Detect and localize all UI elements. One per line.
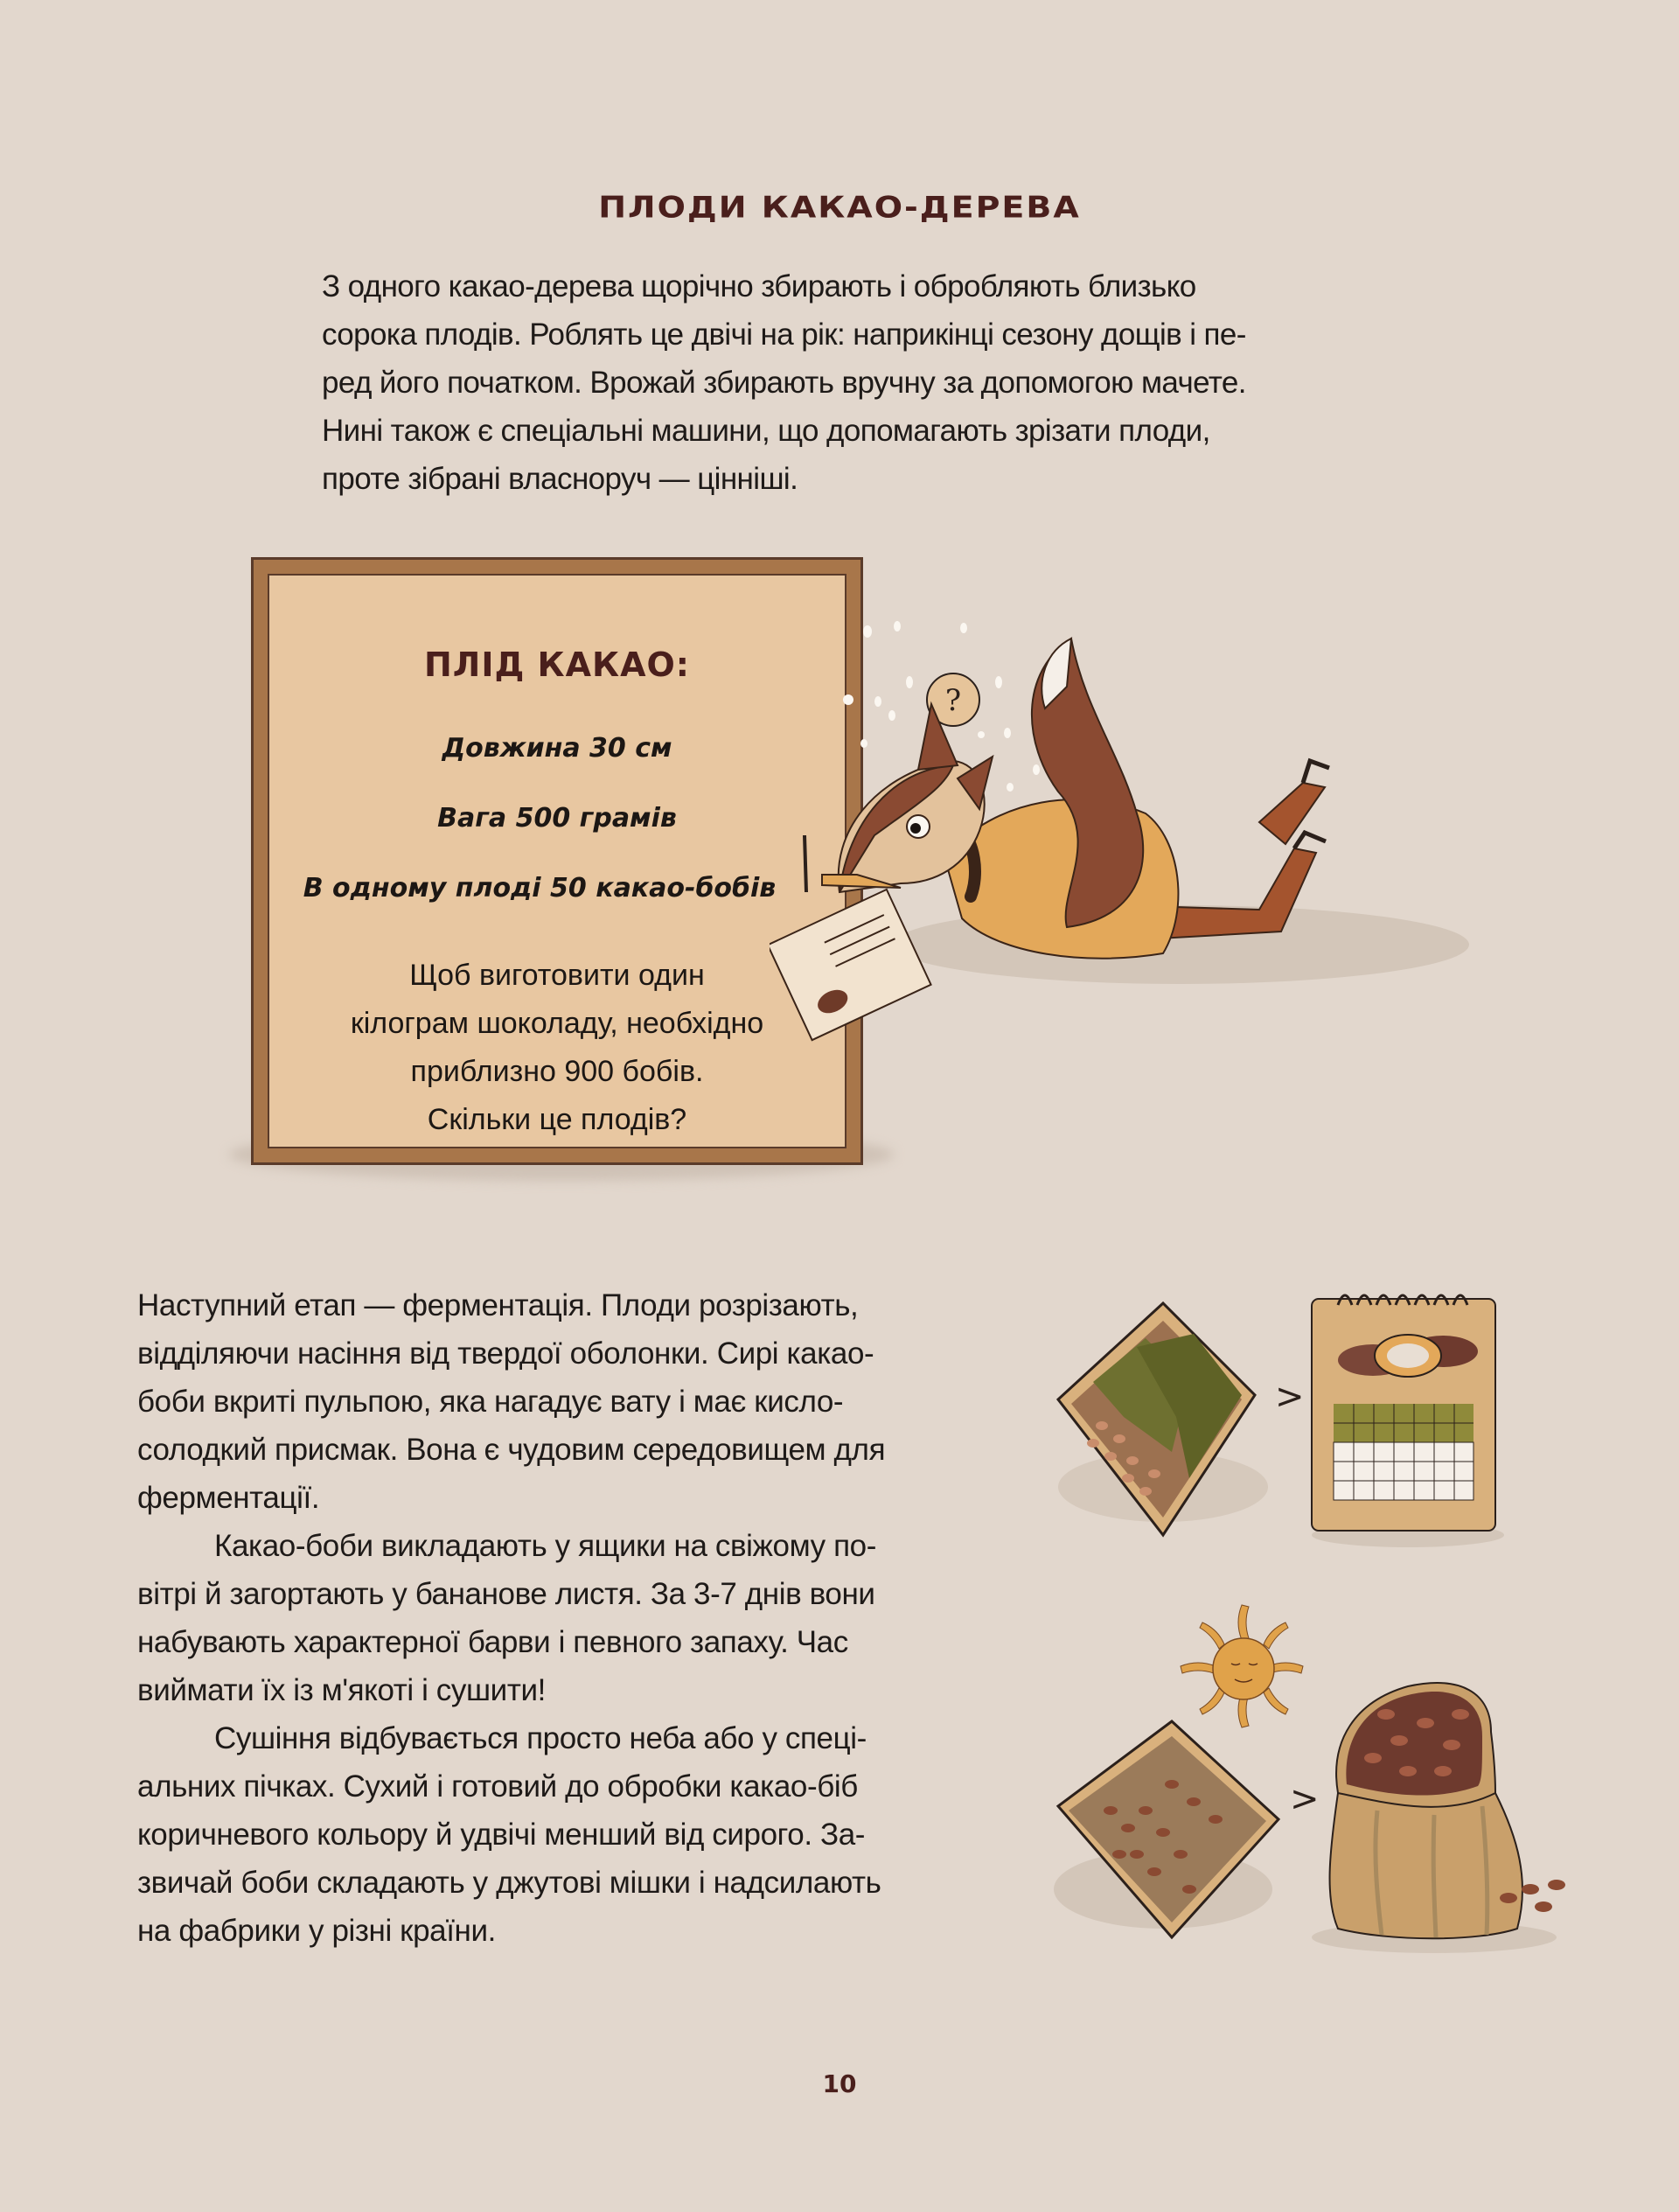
drying-illustration bbox=[1041, 1592, 1583, 1959]
body-text bbox=[137, 1281, 1003, 1955]
intro-paragraph bbox=[322, 262, 1371, 503]
page-number: 10 bbox=[822, 2069, 857, 2098]
box-with-banana-leaves-icon bbox=[1058, 1303, 1268, 1535]
question-line: Щоб виготовити один bbox=[409, 959, 705, 992]
question-mark: ? bbox=[944, 683, 962, 718]
body-line: солодкий присмак. Вона є чудовим середовищем для bbox=[137, 1433, 886, 1467]
body-line: ферментації. bbox=[137, 1481, 320, 1515]
body-line: коричневого кольору й удвічі менший від сирого. За- bbox=[137, 1818, 866, 1852]
fact-length: Довжина 30 см bbox=[442, 733, 672, 764]
fox-writing-icon bbox=[770, 604, 1557, 1093]
page-title: ПЛОДИ КАКАО-ДЕРЕВА bbox=[598, 190, 1081, 226]
body-line: виймати їх із м'якоті і сушити! bbox=[137, 1673, 546, 1707]
body-line: Наступний етап — ферментація. Плоди розрізають, bbox=[137, 1288, 859, 1322]
jute-sack-icon bbox=[1312, 1683, 1565, 1953]
body-line: Какао-боби викладають у ящики на свіжому по- bbox=[214, 1529, 876, 1563]
arrow-right-icon: > bbox=[1275, 1377, 1305, 1417]
body-line: Сушіння відбувається просто неба або у спеці- bbox=[214, 1721, 867, 1755]
intro-line: сорока плодів. Роблять це двічі на рік: наприкінці сезону дощів і пе- bbox=[322, 317, 1246, 352]
fermentation-illustration bbox=[1041, 1233, 1530, 1548]
question-line: кілограм шоколаду, необхідно bbox=[350, 1007, 764, 1040]
arrow-right-icon: > bbox=[1290, 1779, 1320, 1819]
body-line: на фабрики у різні країни. bbox=[137, 1914, 496, 1948]
fact-beans: В одному плоді 50 какао-бобів bbox=[303, 873, 777, 904]
fact-weight: Вага 500 грамів bbox=[437, 803, 677, 834]
intro-line: ред його початком. Врожай збирають вручну за допомогою мачете. bbox=[322, 366, 1246, 400]
body-line: альних пічках. Сухий і готовий до обробки какао-біб bbox=[137, 1769, 858, 1804]
body-line: вітрі й загортають у бананове листя. За 3-7 днів вони bbox=[137, 1577, 875, 1611]
question-line: приблизно 900 бобів. bbox=[410, 1055, 704, 1088]
body-line: боби вкриті пульпою, яка нагадує вату і має кисло- bbox=[137, 1385, 844, 1419]
intro-line: проте зібрані власноруч — цінніші. bbox=[322, 462, 798, 496]
drying-tray-icon bbox=[1054, 1721, 1278, 1937]
intro-line: Нині також є спеціальні машини, що допомагають зрізати плоди, bbox=[322, 414, 1210, 448]
body-line: звичай боби складають у джутові мішки і надсилають bbox=[137, 1866, 881, 1900]
question-line: Скільки це плодів? bbox=[427, 1103, 687, 1136]
body-line: відділяючи насіння від твердої оболонки. Сирі какао- bbox=[137, 1336, 874, 1371]
sun-icon bbox=[1181, 1605, 1303, 1727]
info-board-question bbox=[269, 952, 845, 1144]
intro-line: З одного какао-дерева щорічно збирають і обробляють близько bbox=[322, 269, 1196, 304]
body-line: набувають характерної барви і певного запаху. Час bbox=[137, 1625, 848, 1659]
info-board-panel bbox=[268, 574, 846, 1148]
calendar-icon bbox=[1312, 1295, 1504, 1547]
info-board-title: ПЛІД КАКАО: bbox=[423, 645, 690, 684]
